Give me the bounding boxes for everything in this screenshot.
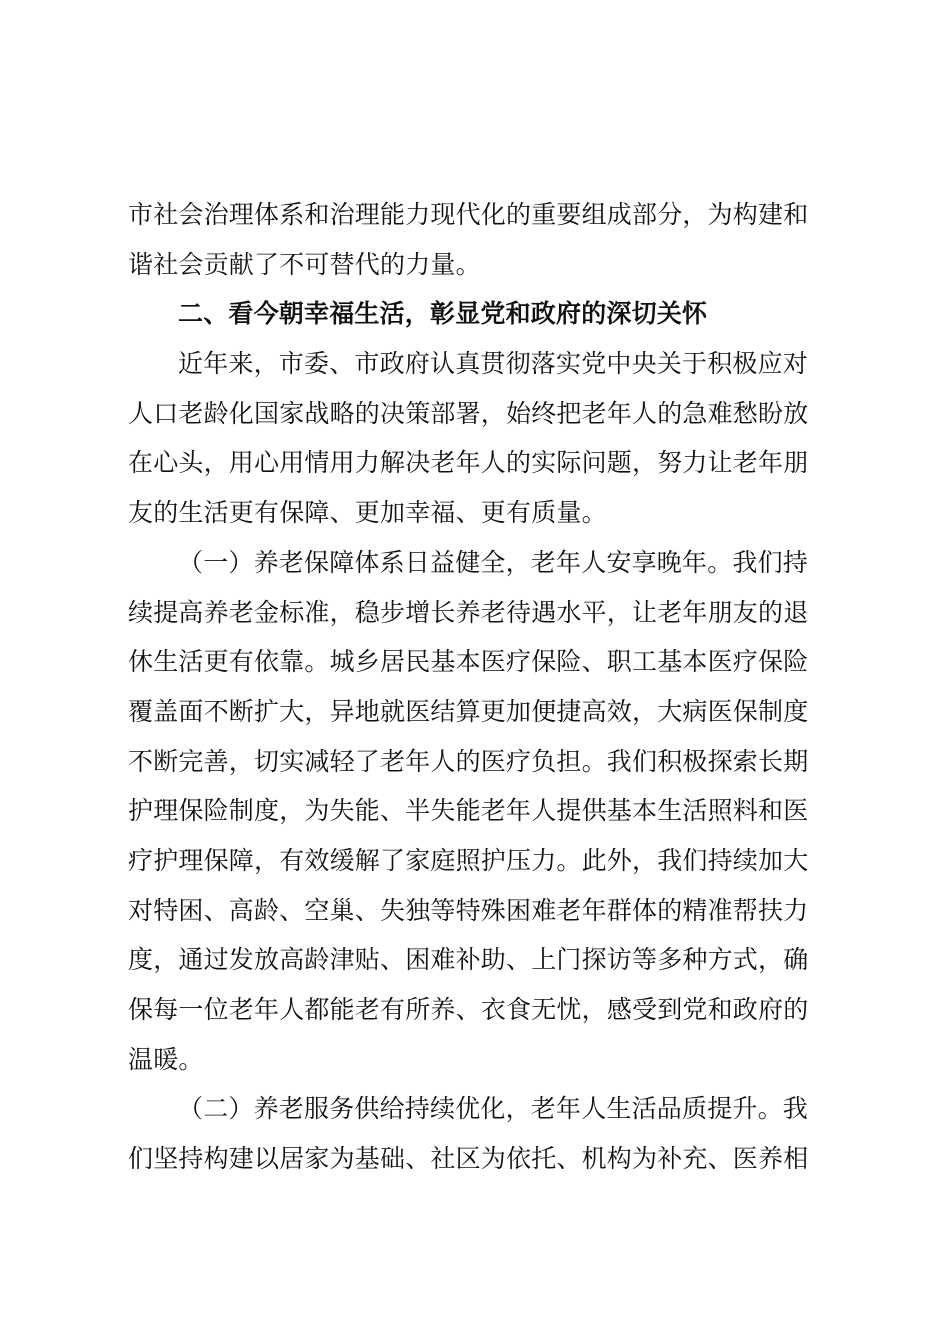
- text-line: 市社会治理体系和治理能力现代化的重要组成部分，为构建和: [128, 200, 809, 229]
- text-line: 人口老龄化国家战略的决策部署，始终把老年人的急难愁盼放: [128, 398, 809, 428]
- text-line: 们坚持构建以居家为基础、社区为依托、机构为补充、医养相: [128, 1144, 809, 1174]
- heading-text: 二、看今朝幸福生活，彰显党和政府的深切关怀: [178, 299, 708, 329]
- paragraph-continuation: [128, 190, 822, 289]
- paragraph-subsection-2: [128, 1084, 822, 1183]
- text-line: 覆盖面不断扩大，异地就医结算更加便捷高效，大病医保制度: [128, 696, 809, 726]
- text-line: （二）养老服务供给持续优化，老年人生活品质提升。我: [178, 1094, 809, 1124]
- text-line: 疗护理保障，有效缓解了家庭照护压力。此外，我们持续加大: [128, 845, 809, 875]
- document-body: [128, 190, 822, 1184]
- section-heading: [128, 289, 822, 339]
- text-line: 近年来，市委、市政府认真贯彻落实党中央关于积极应对: [178, 349, 809, 379]
- text-line: 护理保险制度，为失能、半失能老年人提供基本生活照料和医: [128, 796, 809, 826]
- paragraph-subsection-1: [128, 538, 822, 1085]
- text-line: 在心头，用心用情用力解决老年人的实际问题，努力让老年朋: [128, 448, 809, 478]
- text-line: 休生活更有依靠。城乡居民基本医疗保险、职工基本医疗保险: [128, 647, 809, 677]
- text-line: 续提高养老金标准，稳步增长养老待遇水平，让老年朋友的退: [128, 597, 809, 627]
- text-line: 温暖。: [128, 1044, 204, 1074]
- text-line: 对特困、高龄、空巢、失独等特殊困难老年群体的精准帮扶力: [128, 895, 809, 925]
- text-line: 不断完善，切实减轻了老年人的医疗负担。我们积极探索长期: [128, 746, 809, 776]
- text-line: 友的生活更有保障、更加幸福、更有质量。: [128, 498, 607, 528]
- text-line: 保每一位老年人都能老有所养、衣食无忧，感受到党和政府的: [128, 995, 809, 1024]
- paragraph-intro: [128, 339, 822, 538]
- text-line: 谐社会贡献了不可替代的力量。: [128, 249, 481, 279]
- text-line: （一）养老保障体系日益健全，老年人安享晚年。我们持: [178, 547, 809, 577]
- text-line: 度，通过发放高龄津贴、困难补助、上门探访等多种方式，确: [128, 945, 809, 975]
